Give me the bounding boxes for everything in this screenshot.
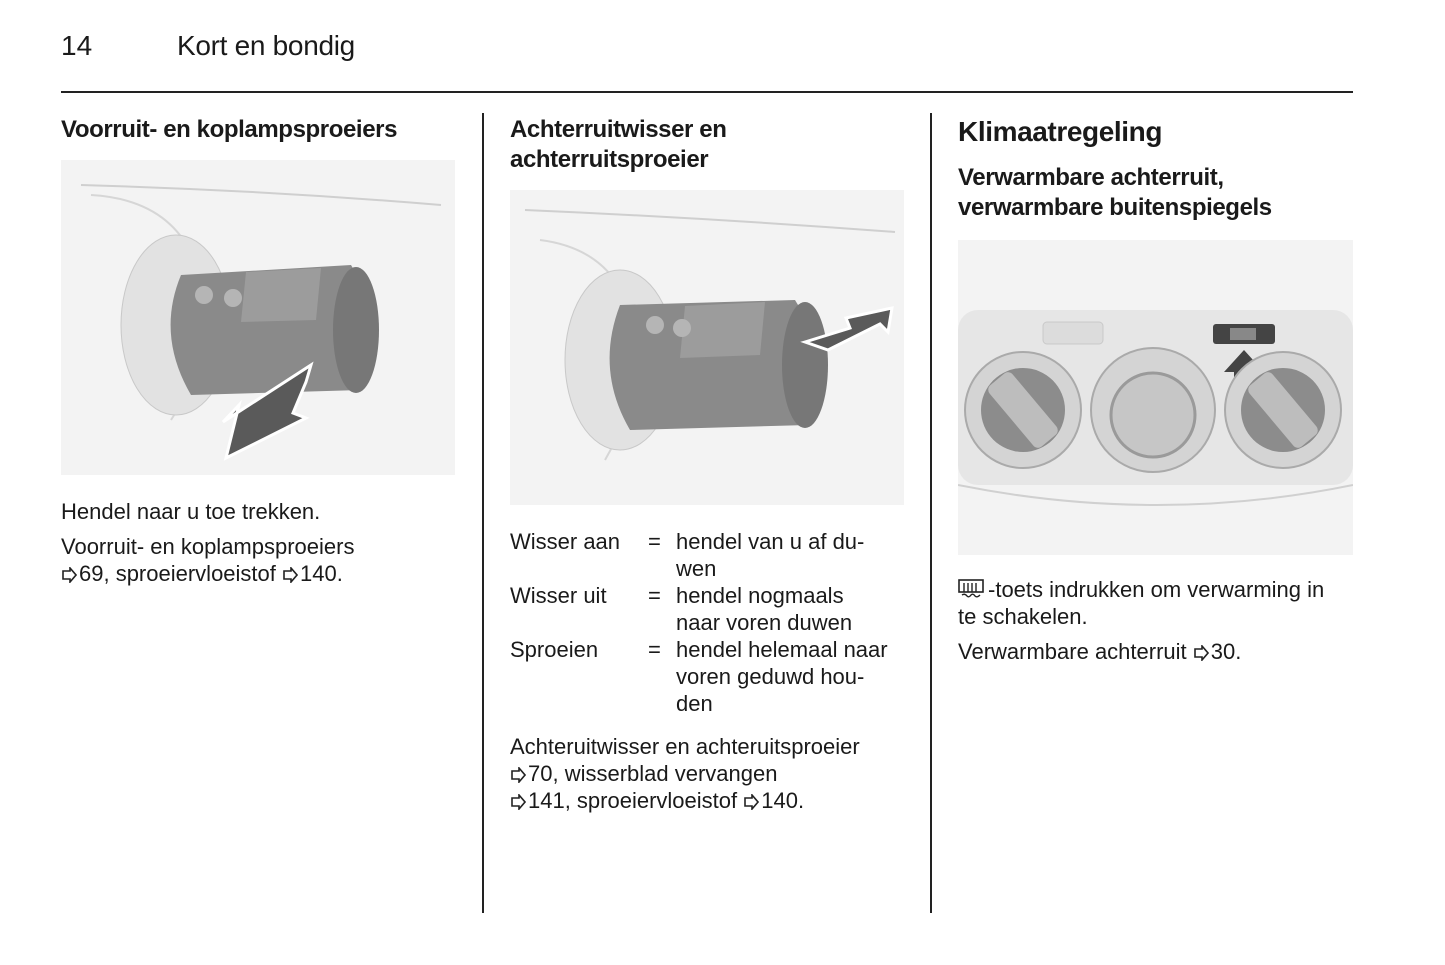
definition-text [676,528,908,582]
column-divider [482,113,484,913]
col3-text [958,576,1358,665]
section-heading: Voorruit- en koplampsproeiers [61,116,398,143]
definition-equals: = [648,637,661,662]
rear-window-heater-icon [958,576,988,603]
instruction-text [958,576,1358,603]
reference-text: Verwarmbare achterruit [958,639,1187,664]
reference-link[interactable]: 141, sproeiervloeistof [528,788,738,813]
section-heading [510,115,910,175]
reference-link[interactable]: 69, sproeiervloeistof [79,561,276,586]
page-number: 14 [61,30,93,61]
page-ref-arrow-icon [1193,638,1211,665]
page-ref-arrow-icon [743,787,761,814]
instruction-text: Hendel naar u toe trekken. [61,499,321,524]
section-heading-line: Verwarmbare achterruit, [958,164,1224,191]
definition-line: den [676,691,713,716]
page-title: Kort en bondig [177,30,355,61]
page-ref-arrow-icon [510,760,528,787]
section-title: Klimaatregeling [958,116,1163,147]
climate-panel-illustration [958,240,1353,555]
reference-line [61,560,461,587]
instruction-line: te schakelen. [958,604,1088,629]
definition-line: hendel van u af du- [676,529,865,554]
section-windscreen-washers [61,115,461,145]
definition-term: Wisser uit [510,583,607,608]
reference-text: Achteruitwisser en achteruitsproeier [510,734,860,759]
definition-line: hendel helemaal naar [676,637,888,662]
page-ref-arrow-icon [510,787,528,814]
reference-line [958,638,1358,665]
definition-row [510,528,910,582]
section-climate-control [958,115,1358,223]
column-divider [930,113,932,913]
section-heading [958,163,1358,223]
definition-row [510,582,910,636]
reference-line [510,760,910,787]
page-ref-arrow-icon [61,560,79,587]
definition-row [510,636,910,717]
col2-text [510,733,910,814]
reference-text: Voorruit- en koplampsproeiers [61,534,355,559]
section-heading-line: verwarmbare buitenspiegels [958,194,1272,221]
definition-line: wen [676,556,717,581]
reference-line [510,787,910,814]
reference-link[interactable]: 140. [761,788,805,813]
reference-link[interactable]: 140. [300,561,343,586]
page-ref-arrow-icon [282,560,300,587]
section-heading-line: Achterruitwisser en [510,116,727,143]
definition-list [510,528,910,718]
stalk-push-illustration [510,190,904,505]
header-rule [61,91,1353,93]
col1-text [61,498,461,587]
definition-text [676,582,908,636]
instruction-line: -toets indrukken om verwarming in [988,577,1325,602]
reference-link[interactable]: 70, wisserblad vervangen [528,761,778,786]
section-heading-line: achterruitsproeier [510,146,709,173]
section-rear-wiper [510,115,910,175]
definition-equals: = [648,583,661,608]
definition-term: Sproeien [510,637,599,662]
definition-term: Wisser aan [510,529,621,554]
definition-equals: = [648,529,661,554]
definition-text [676,636,908,717]
definition-line: voren geduwd hou- [676,664,865,689]
stalk-pull-illustration [61,160,455,475]
definition-line: naar voren duwen [676,610,853,635]
reference-link[interactable]: 30. [1210,639,1242,664]
definition-line: hendel nogmaals [676,583,844,608]
